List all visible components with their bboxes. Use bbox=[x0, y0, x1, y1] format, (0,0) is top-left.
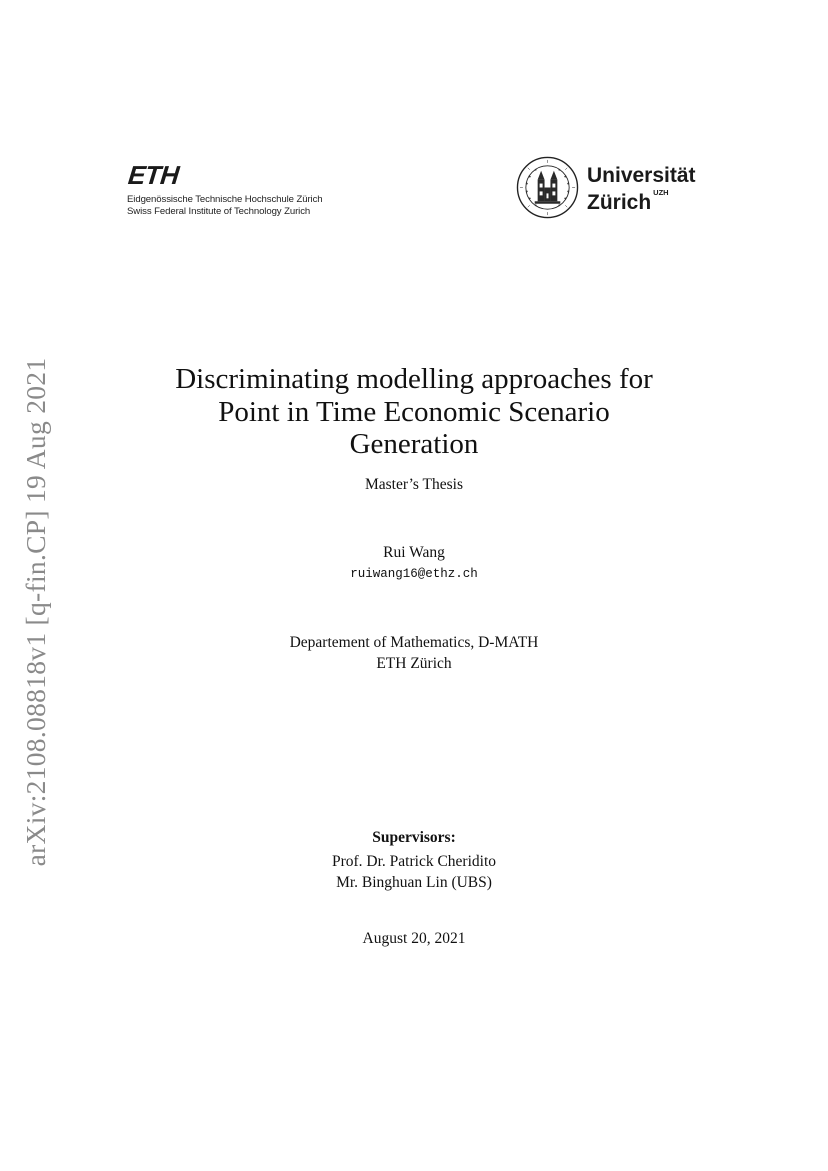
uzh-wordmark-line1: Universität bbox=[587, 164, 696, 187]
institution-name: ETH Zürich bbox=[376, 655, 452, 672]
uzh-wordmark-line2 bbox=[587, 187, 696, 214]
thesis-type: Master’s Thesis bbox=[364, 476, 464, 493]
title-line-3: Generation bbox=[349, 428, 479, 460]
author-email: ruiwang16@ethz.ch bbox=[350, 567, 478, 581]
uzh-seal-icon bbox=[516, 156, 579, 219]
author-name: Rui Wang bbox=[383, 544, 445, 561]
uzh-logo bbox=[516, 156, 716, 220]
supervisors-heading: Supervisors: bbox=[372, 829, 456, 846]
uzh-wordmark bbox=[587, 164, 696, 214]
arxiv-identifier-stamp: arXiv:2108.08818v1 [q-fin.CP] 19 Aug 2021 bbox=[20, 357, 51, 867]
department bbox=[0, 632, 828, 674]
eth-logo-line-english: Swiss Federal Institute of Technology Zurich bbox=[127, 206, 311, 217]
eth-logo-mark: ETH bbox=[126, 160, 181, 190]
uzh-wordmark-superscript: UZH bbox=[653, 188, 669, 197]
department-name: Departement of Mathematics, D-MATH bbox=[289, 634, 539, 651]
eth-logo-line-german: Eidgenössische Technische Hochschule Zürich bbox=[127, 194, 323, 205]
supervisors-list bbox=[0, 851, 828, 893]
uzh-wordmark-zurich: Zürich bbox=[587, 191, 652, 214]
eth-logo bbox=[126, 160, 332, 218]
supervisor-1: Prof. Dr. Patrick Cheridito bbox=[331, 853, 497, 870]
thesis-date: August 20, 2021 bbox=[362, 930, 466, 947]
title-line-2: Point in Time Economic Scenario bbox=[218, 395, 610, 428]
thesis-title bbox=[0, 363, 828, 461]
title-line-1: Discriminating modelling approaches for bbox=[175, 363, 653, 395]
supervisor-2: Mr. Binghuan Lin (UBS) bbox=[336, 874, 492, 891]
